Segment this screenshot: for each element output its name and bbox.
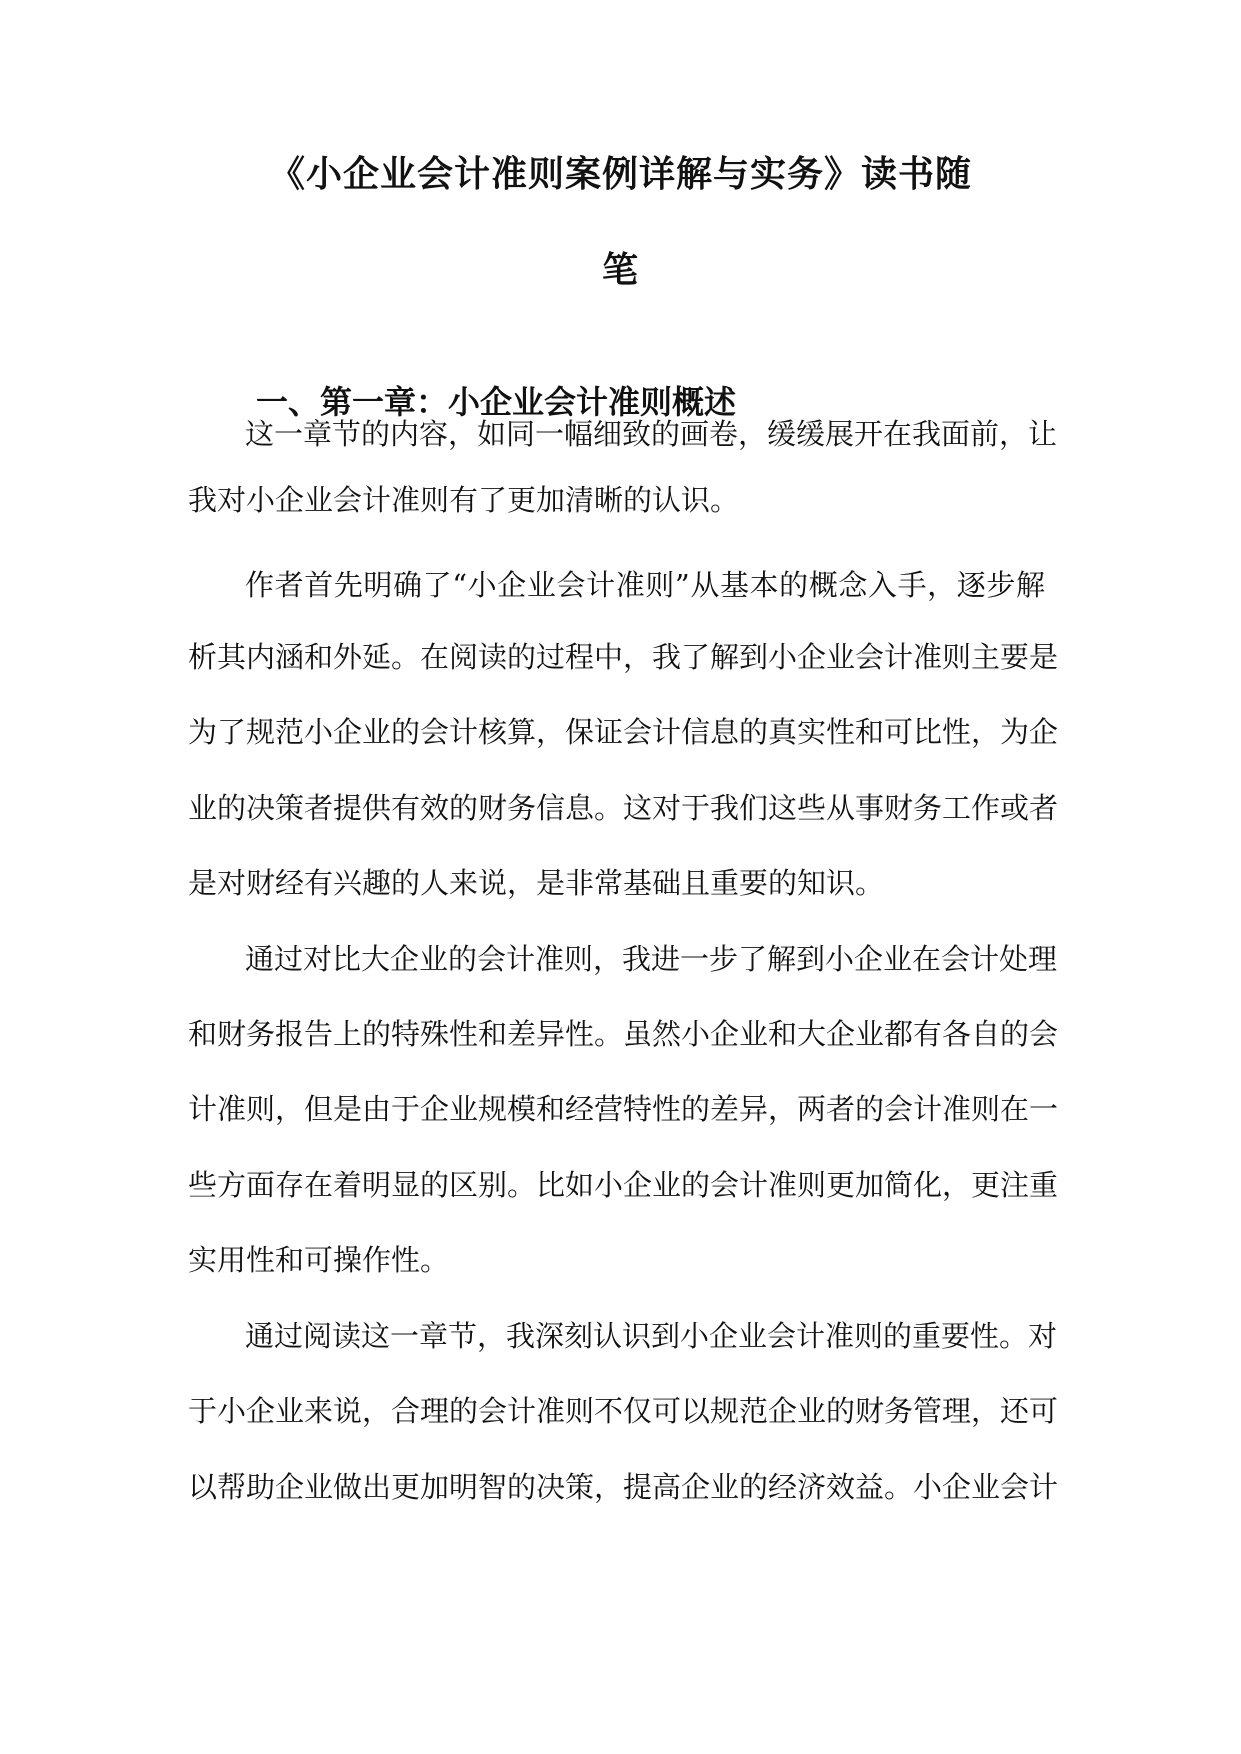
paragraph-line: 是对财经有兴趣的人来说，是非常基础且重要的知识。 bbox=[188, 866, 885, 900]
paragraph-line: 为了规范小企业的会计核算，保证会计信息的真实性和可比性，为企 bbox=[188, 715, 1059, 749]
document-title-line-2: 笔 bbox=[601, 250, 639, 291]
paragraph-line: 通过阅读这一章节，我深刻认识到小企业会计准则的重要性。对 bbox=[245, 1319, 1058, 1353]
paragraph-line: 以帮助企业做出更加明智的决策，提高企业的经济效益。小企业会计 bbox=[188, 1470, 1059, 1504]
paragraph-line: 通过对比大企业的会计准则，我进一步了解到小企业在会计处理 bbox=[245, 942, 1058, 976]
paragraph-line: 和财务报告上的特殊性和差异性。虽然小企业和大企业都有各自的会 bbox=[188, 1017, 1059, 1051]
paragraph-line: 我对小企业会计准则有了更加清晰的认识。 bbox=[188, 483, 740, 517]
paragraph-line: 这一章节的内容，如同一幅细致的画卷，缓缓展开在我面前，让 bbox=[245, 417, 1058, 451]
paragraph-line: 于小企业来说，合理的会计准则不仅可以规范企业的财务管理，还可 bbox=[188, 1394, 1059, 1428]
paragraph-line: 作者首先明确了“小企业会计准则”从基本的概念入手，逐步解 bbox=[245, 568, 1045, 602]
section-heading: 一、第一章：小企业会计准则概述 bbox=[256, 383, 737, 421]
paragraph-line: 计准则，但是由于企业规模和经营特性的差异，两者的会计准则在一 bbox=[188, 1092, 1059, 1126]
paragraph-line: 析其内涵和外延。在阅读的过程中，我了解到小企业会计准则主要是 bbox=[188, 640, 1059, 674]
document-title-line-1: 《小企业会计准则案例详解与实务》读书随 bbox=[268, 154, 972, 195]
paragraph-line: 实用性和可操作性。 bbox=[188, 1243, 450, 1277]
paragraph-line: 业的决策者提供有效的财务信息。这对于我们这些从事财务工作或者 bbox=[188, 791, 1059, 825]
paragraph-line: 些方面存在着明显的区别。比如小企业的会计准则更加简化，更注重 bbox=[188, 1168, 1059, 1202]
